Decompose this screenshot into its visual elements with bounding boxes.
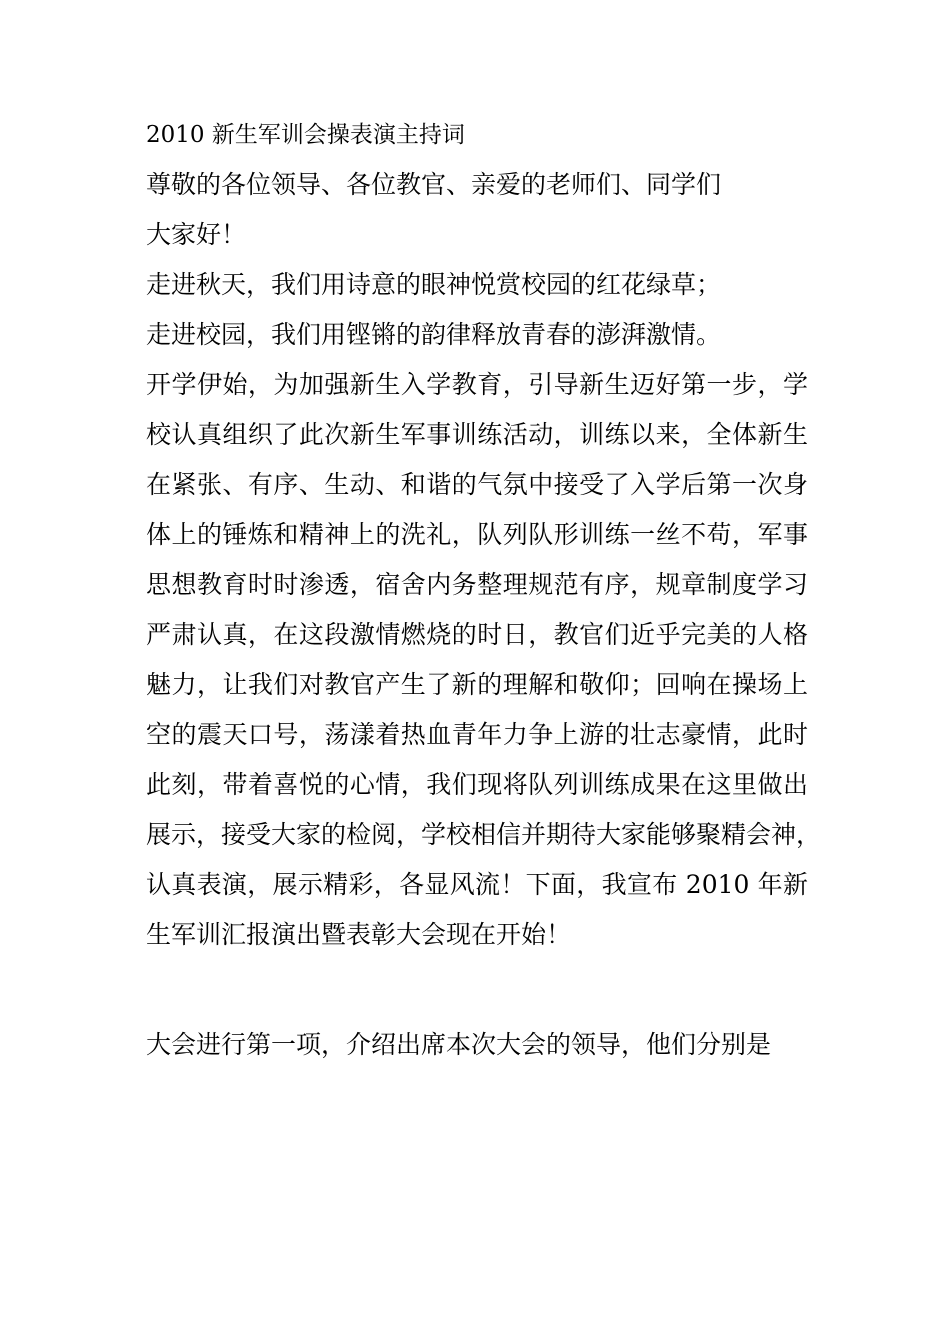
paragraph-line: 此刻，带着喜悦的心情，我们现将队列训练成果在这里做出 [146, 770, 808, 799]
document-title: 2010 新生军训会操表演主持词 [146, 122, 465, 148]
opening-paragraph [146, 360, 822, 960]
paragraph-line: 开学伊始，为加强新生入学教育，引导新生迈好第一步，学 [146, 370, 808, 399]
agenda-item-1: 大会进行第一项，介绍出席本次大会的领导，他们分别是 [146, 1030, 772, 1059]
verse-line-2: 走进校园，我们用铿锵的韵律释放青春的澎湃激情。 [146, 320, 722, 349]
greeting-line: 尊敬的各位领导、各位教官、亲爱的老师们、同学们 [146, 170, 722, 199]
paragraph-line: 展示，接受大家的检阅，学校相信并期待大家能够聚精会神， [146, 820, 822, 849]
verse-line-1: 走进秋天，我们用诗意的眼神悦赏校园的红花绿草； [146, 270, 722, 299]
paragraph-line: 认真表演，展示精彩，各显风流！下面，我宣布 2010 年新 [146, 870, 808, 899]
paragraph-line: 空的震天口号，荡漾着热血青年力争上游的壮志豪情，此时 [146, 720, 808, 749]
paragraph-line: 校认真组织了此次新生军事训练活动，训练以来，全体新生 [146, 420, 808, 449]
paragraph-line: 魅力，让我们对教官产生了新的理解和敬仰；回响在操场上 [146, 670, 808, 699]
paragraph-line: 思想教育时时渗透，宿舍内务整理规范有序，规章制度学习 [146, 570, 808, 599]
paragraph-line: 生军训汇报演出暨表彰大会现在开始！ [146, 920, 572, 949]
paragraph-line: 严肃认真，在这段激情燃烧的时日，教官们近乎完美的人格 [146, 620, 808, 649]
paragraph-line: 体上的锤炼和精神上的洗礼，队列队形训练一丝不苟，军事 [146, 520, 808, 549]
document-content [146, 110, 822, 1070]
paragraph-line: 在紧张、有序、生动、和谐的气氛中接受了入学后第一次身 [146, 470, 808, 499]
hello-line: 大家好！ [146, 220, 247, 249]
paragraph-spacer [146, 960, 808, 1020]
